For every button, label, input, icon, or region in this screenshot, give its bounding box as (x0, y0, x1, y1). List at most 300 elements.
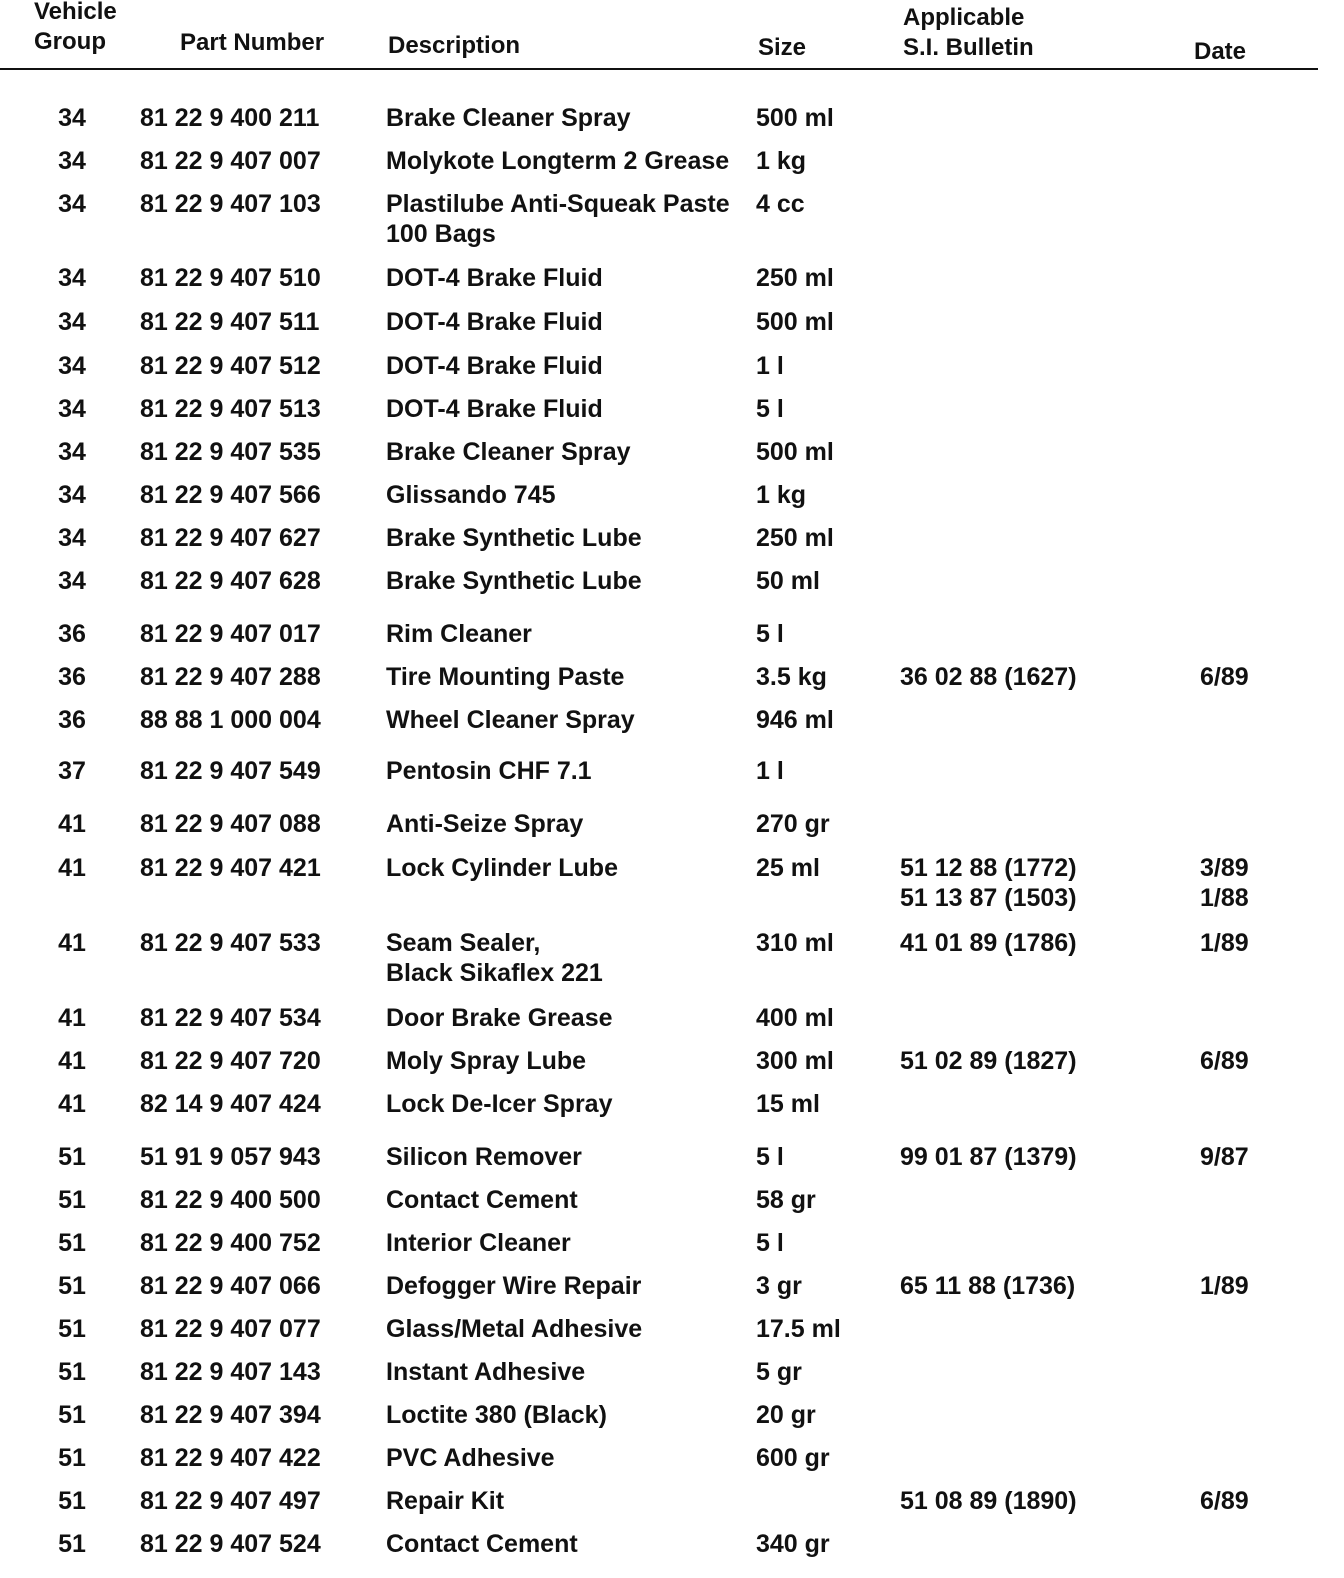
size-cell-text: 17.5 ml (756, 1315, 841, 1343)
size-cell-text: 5 l (756, 1143, 784, 1171)
date-cell-text: 9/87 (1200, 1143, 1249, 1171)
table-row (0, 662, 1318, 702)
size-cell (756, 705, 834, 735)
size-cell-text: 600 gr (756, 1444, 830, 1472)
part-number-cell (140, 756, 321, 786)
vehicle-group-cell (50, 307, 94, 337)
part-number-cell-text: 81 22 9 407 566 (140, 481, 321, 509)
description-cell (386, 1357, 585, 1387)
description-cell-text: Interior Cleaner (386, 1229, 571, 1257)
date-cell (1200, 1142, 1249, 1172)
vehicle-group-cell (50, 662, 94, 692)
description-cell-text: Lock Cylinder Lube (386, 854, 618, 882)
table-row (0, 1185, 1318, 1225)
part-number-cell (140, 263, 321, 293)
size-cell-text: 5 gr (756, 1358, 802, 1386)
date-cell (1200, 662, 1249, 692)
size-cell-text: 4 cc (756, 190, 805, 218)
vehicle-group-cell-text: 34 (58, 264, 86, 292)
part-number-cell-text: 81 22 9 407 549 (140, 757, 321, 785)
table-row (0, 1046, 1318, 1086)
size-cell (756, 662, 827, 692)
size-cell (756, 1046, 834, 1076)
header-group-line2: Group (34, 28, 106, 55)
vehicle-group-cell (50, 619, 94, 649)
vehicle-group-cell (50, 1357, 94, 1387)
vehicle-group-cell (50, 853, 94, 883)
size-cell (756, 566, 820, 596)
size-cell-text: 500 ml (756, 104, 834, 132)
description-cell-text: Moly Spray Lube (386, 1047, 587, 1075)
part-number-cell-text: 81 22 9 407 103 (140, 190, 321, 218)
part-number-cell (140, 1271, 321, 1301)
size-cell (756, 928, 834, 958)
description-cell (386, 307, 603, 337)
vehicle-group-cell-text: 51 (58, 1229, 86, 1257)
size-cell (756, 307, 834, 337)
description-cell-text: Wheel Cleaner Spray (386, 706, 635, 734)
vehicle-group-cell-text: 41 (58, 1090, 86, 1118)
size-cell-text: 1 kg (756, 147, 807, 175)
part-number-cell-text: 81 22 9 407 533 (140, 929, 321, 957)
description-cell-text: Contact Cement (386, 1186, 578, 1214)
description-cell (386, 1046, 586, 1076)
table-row (0, 756, 1318, 796)
vehicle-group-cell (50, 146, 94, 176)
part-number-cell (140, 1228, 321, 1258)
bulletin-cell-text: 65 11 88 (1736) (900, 1272, 1076, 1300)
vehicle-group-cell-text: 34 (58, 567, 86, 595)
part-number-cell-text: 81 22 9 407 511 (140, 308, 320, 336)
description-cell-text: Plastilube Anti-Squeak Paste (386, 190, 730, 218)
part-number-cell-text: 81 22 9 407 512 (140, 352, 321, 380)
header-bulletin (903, 3, 1034, 63)
part-number-cell-text: 51 91 9 057 943 (140, 1143, 321, 1171)
size-cell-text: 5 l (756, 395, 784, 423)
table-row (0, 307, 1318, 347)
table-row (0, 928, 1318, 987)
bulletin-cell-text: 99 01 87 (1379) (900, 1143, 1077, 1171)
size-cell-text: 250 ml (756, 264, 834, 292)
vehicle-group-cell-text: 51 (58, 1358, 86, 1386)
size-cell (756, 480, 806, 510)
vehicle-group-cell (50, 189, 94, 219)
size-cell (756, 1400, 816, 1430)
size-cell (756, 1271, 802, 1301)
part-number-cell-text: 81 22 9 407 143 (140, 1358, 321, 1386)
description-cell-text: Brake Cleaner Spray (386, 438, 631, 466)
description-cell (386, 1486, 504, 1516)
description-cell (386, 1529, 578, 1559)
vehicle-group-cell (50, 1046, 94, 1076)
description-cell-text-line2: Black Sikaflex 221 (386, 959, 603, 987)
size-cell-text: 310 ml (756, 929, 834, 957)
description-cell (386, 1142, 582, 1172)
header-vehicle-group (34, 0, 117, 57)
size-cell-text: 5 l (756, 1229, 784, 1257)
table-row (0, 1443, 1318, 1483)
description-cell (386, 1314, 642, 1344)
table-row (0, 394, 1318, 434)
date-cell (1200, 928, 1249, 958)
table-row (0, 146, 1318, 186)
part-number-cell-text: 81 22 9 407 422 (140, 1444, 321, 1472)
table-row (0, 853, 1318, 912)
size-cell (756, 1357, 802, 1387)
size-cell (756, 394, 784, 424)
header-divider (0, 68, 1318, 70)
description-cell (386, 662, 624, 692)
description-cell-text: Brake Synthetic Lube (386, 524, 642, 552)
description-cell (386, 756, 592, 786)
size-cell (756, 263, 834, 293)
size-cell-text: 500 ml (756, 308, 834, 336)
table-row (0, 480, 1318, 520)
description-cell (386, 437, 631, 467)
description-cell-text: Contact Cement (386, 1530, 578, 1558)
size-cell (756, 619, 784, 649)
vehicle-group-cell-text: 51 (58, 1315, 86, 1343)
vehicle-group-cell (50, 1228, 94, 1258)
vehicle-group-cell (50, 1400, 94, 1430)
description-cell (386, 1089, 613, 1119)
table-row (0, 1357, 1318, 1397)
vehicle-group-cell (50, 928, 94, 958)
table-row (0, 523, 1318, 563)
table-row (0, 1486, 1318, 1526)
table-row (0, 103, 1318, 143)
part-number-cell (140, 809, 321, 839)
description-cell-text: PVC Adhesive (386, 1444, 555, 1472)
header-description: Description (388, 32, 521, 59)
description-cell (386, 566, 642, 596)
header-bulletin-line1: Applicable (903, 4, 1025, 31)
description-cell (386, 146, 729, 176)
description-cell-text: DOT-4 Brake Fluid (386, 264, 603, 292)
vehicle-group-cell (50, 263, 94, 293)
description-cell-text: Door Brake Grease (386, 1004, 613, 1032)
part-number-cell (140, 705, 321, 735)
vehicle-group-cell (50, 566, 94, 596)
part-number-cell (140, 1185, 321, 1215)
part-number-cell-text: 81 22 9 407 513 (140, 395, 321, 423)
size-cell (756, 1228, 784, 1258)
size-cell-text: 340 gr (756, 1530, 830, 1558)
size-cell-text: 250 ml (756, 524, 834, 552)
part-number-cell (140, 1357, 321, 1387)
description-cell-text: Instant Adhesive (386, 1358, 586, 1386)
vehicle-group-cell (50, 1185, 94, 1215)
part-number-cell (140, 1314, 321, 1344)
part-number-cell-text: 81 22 9 407 088 (140, 810, 321, 838)
vehicle-group-cell (50, 756, 94, 786)
vehicle-group-cell-text: 37 (58, 757, 86, 785)
size-cell (756, 1443, 830, 1473)
part-number-cell (140, 394, 321, 424)
description-cell (386, 1271, 641, 1301)
vehicle-group-cell-text: 41 (58, 854, 86, 882)
size-cell-text: 3.5 kg (756, 663, 827, 691)
description-cell-text: Tire Mounting Paste (386, 663, 625, 691)
vehicle-group-cell-text: 34 (58, 481, 86, 509)
size-cell (756, 1142, 784, 1172)
table-row (0, 619, 1318, 659)
vehicle-group-cell-text: 41 (58, 1047, 86, 1075)
table-row (0, 1142, 1318, 1182)
part-number-cell (140, 307, 319, 337)
description-cell (386, 351, 603, 381)
part-number-cell (140, 853, 321, 883)
bulletin-cell (900, 1271, 1075, 1301)
table-row (0, 1089, 1318, 1129)
bulletin-cell-text: 51 12 88 (1772) (900, 854, 1077, 882)
date-cell (1200, 1271, 1249, 1301)
vehicle-group-cell-text: 51 (58, 1143, 86, 1171)
part-number-cell-text: 81 22 9 407 510 (140, 264, 321, 292)
date-cell-text: 6/89 (1200, 1487, 1249, 1515)
vehicle-group-cell-text: 34 (58, 395, 86, 423)
size-cell-text: 500 ml (756, 438, 834, 466)
description-cell-text: Seam Sealer, (386, 929, 541, 957)
table-row (0, 1271, 1318, 1311)
part-number-cell-text: 88 88 1 000 004 (140, 706, 321, 734)
description-cell (386, 1185, 578, 1215)
size-cell-text: 270 gr (756, 810, 830, 838)
vehicle-group-cell-text: 41 (58, 929, 86, 957)
size-cell (756, 351, 784, 381)
part-number-cell (140, 523, 321, 553)
part-number-cell-text: 81 22 9 407 077 (140, 1315, 321, 1343)
part-number-cell-text: 82 14 9 407 424 (140, 1090, 321, 1118)
description-cell-text: DOT-4 Brake Fluid (386, 395, 603, 423)
description-cell (386, 480, 556, 510)
part-number-cell (140, 928, 321, 958)
part-number-cell-text: 81 22 9 407 017 (140, 620, 321, 648)
size-cell-text: 58 gr (756, 1186, 816, 1214)
vehicle-group-cell (50, 1443, 94, 1473)
vehicle-group-cell (50, 523, 94, 553)
date-cell (1200, 1046, 1249, 1076)
description-cell (386, 705, 635, 735)
date-cell-text-line2: 1/88 (1200, 884, 1249, 912)
part-number-cell (140, 1003, 321, 1033)
size-cell (756, 189, 805, 219)
part-number-cell (140, 103, 319, 133)
size-cell (756, 809, 830, 839)
vehicle-group-cell (50, 1314, 94, 1344)
description-cell-text: Anti-Seize Spray (386, 810, 584, 838)
size-cell-text: 1 kg (756, 481, 807, 509)
description-cell-text: Glissando 745 (386, 481, 556, 509)
vehicle-group-cell-text: 34 (58, 147, 86, 175)
description-cell-text: Loctite 380 (Black) (386, 1401, 607, 1429)
vehicle-group-cell (50, 480, 94, 510)
part-number-cell (140, 1400, 321, 1430)
table-row (0, 1314, 1318, 1354)
bulletin-cell-text: 51 08 89 (1890) (900, 1487, 1077, 1515)
part-number-cell-text: 81 22 9 400 500 (140, 1186, 321, 1214)
bulletin-cell-text: 36 02 88 (1627) (900, 663, 1077, 691)
vehicle-group-cell (50, 1486, 94, 1516)
description-cell-text: Lock De-Icer Spray (386, 1090, 613, 1118)
description-cell-text: Molykote Longterm 2 Grease (386, 147, 730, 175)
vehicle-group-cell-text: 51 (58, 1487, 86, 1515)
part-number-cell (140, 1529, 321, 1559)
size-cell (756, 853, 820, 883)
size-cell (756, 1089, 820, 1119)
description-cell (386, 1003, 613, 1033)
size-cell (756, 523, 834, 553)
vehicle-group-cell-text: 41 (58, 1004, 86, 1032)
vehicle-group-cell-text: 41 (58, 810, 86, 838)
description-cell (386, 1443, 555, 1473)
vehicle-group-cell-text: 34 (58, 104, 86, 132)
part-number-cell-text: 81 22 9 407 524 (140, 1530, 321, 1558)
description-cell (386, 523, 642, 553)
description-cell (386, 1228, 571, 1258)
size-cell-text: 5 l (756, 620, 784, 648)
size-cell-text: 50 ml (756, 567, 820, 595)
size-cell (756, 1529, 830, 1559)
part-number-cell-text: 81 22 9 407 394 (140, 1401, 321, 1429)
part-number-cell (140, 351, 321, 381)
size-cell-text: 400 ml (756, 1004, 834, 1032)
part-number-cell-text: 81 22 9 407 627 (140, 524, 321, 552)
vehicle-group-cell-text: 51 (58, 1272, 86, 1300)
description-cell-text: Defogger Wire Repair (386, 1272, 642, 1300)
part-number-cell-text: 81 22 9 407 497 (140, 1487, 321, 1515)
vehicle-group-cell (50, 1142, 94, 1172)
bulletin-cell-text: 51 02 89 (1827) (900, 1047, 1077, 1075)
size-cell (756, 437, 834, 467)
header-part-number: Part Number (180, 29, 325, 56)
vehicle-group-cell-text: 36 (58, 663, 86, 691)
vehicle-group-cell (50, 1089, 94, 1119)
vehicle-group-cell-text: 34 (58, 524, 86, 552)
description-cell (386, 189, 730, 249)
part-number-cell (140, 189, 321, 219)
size-cell-text: 300 ml (756, 1047, 834, 1075)
vehicle-group-cell (50, 437, 94, 467)
description-cell-text-line2: 100 Bags (386, 220, 496, 248)
size-cell-text: 25 ml (756, 854, 820, 882)
part-number-cell (140, 1142, 321, 1172)
part-number-cell (140, 1486, 321, 1516)
part-number-cell (140, 1443, 321, 1473)
part-number-cell (140, 662, 321, 692)
description-cell-text: Brake Cleaner Spray (386, 104, 631, 132)
vehicle-group-cell-text: 51 (58, 1401, 86, 1429)
table-row (0, 1003, 1318, 1043)
size-cell-text: 3 gr (756, 1272, 802, 1300)
description-cell (386, 263, 603, 293)
table-row (0, 351, 1318, 391)
vehicle-group-cell (50, 705, 94, 735)
part-number-cell-text: 81 22 9 407 534 (140, 1004, 321, 1032)
bulletin-cell-text-line2: 51 13 87 (1503) (900, 884, 1077, 912)
bulletin-cell (900, 853, 1077, 913)
description-cell-text: Repair Kit (386, 1487, 505, 1515)
bulletin-cell (900, 928, 1077, 958)
date-cell-text: 6/89 (1200, 1047, 1249, 1075)
part-number-cell-text: 81 22 9 407 007 (140, 147, 321, 175)
vehicle-group-cell (50, 103, 94, 133)
date-cell-text: 1/89 (1200, 1272, 1249, 1300)
date-cell-text: 3/89 (1200, 854, 1249, 882)
table-row (0, 1228, 1318, 1268)
description-cell (386, 619, 532, 649)
description-cell-text: Silicon Remover (386, 1143, 582, 1171)
size-cell (756, 103, 834, 133)
table-row (0, 189, 1318, 248)
part-number-cell-text: 81 22 9 400 752 (140, 1229, 321, 1257)
size-cell (756, 1003, 834, 1033)
part-number-cell-text: 81 22 9 400 211 (140, 104, 320, 132)
vehicle-group-cell-text: 34 (58, 190, 86, 218)
vehicle-group-cell-text: 36 (58, 620, 86, 648)
description-cell (386, 1400, 607, 1430)
bulletin-cell-text: 41 01 89 (1786) (900, 929, 1077, 957)
part-number-cell (140, 146, 321, 176)
size-cell-text: 946 ml (756, 706, 834, 734)
description-cell-text: Brake Synthetic Lube (386, 567, 642, 595)
size-cell-text: 15 ml (756, 1090, 820, 1118)
part-number-cell (140, 437, 321, 467)
header-size: Size (758, 34, 807, 61)
table-row (0, 566, 1318, 606)
vehicle-group-cell-text: 36 (58, 706, 86, 734)
header-group-line1: Vehicle (34, 0, 117, 25)
size-cell (756, 1314, 841, 1344)
description-cell (386, 103, 631, 133)
vehicle-group-cell (50, 1529, 94, 1559)
bulletin-cell (900, 1142, 1077, 1172)
size-cell-text: 1 l (756, 352, 784, 380)
description-cell (386, 928, 603, 988)
description-cell (386, 809, 583, 839)
part-number-cell (140, 480, 321, 510)
vehicle-group-cell (50, 1271, 94, 1301)
vehicle-group-cell-text: 34 (58, 438, 86, 466)
table-row (0, 1529, 1318, 1569)
description-cell (386, 394, 603, 424)
vehicle-group-cell-text: 51 (58, 1186, 86, 1214)
table-row (0, 437, 1318, 477)
table-row (0, 809, 1318, 849)
table-row (0, 705, 1318, 745)
bulletin-cell (900, 1486, 1077, 1516)
description-cell-text: Rim Cleaner (386, 620, 532, 648)
description-cell (386, 853, 618, 883)
size-cell (756, 756, 784, 786)
table-row (0, 1400, 1318, 1440)
vehicle-group-cell-text: 34 (58, 308, 86, 336)
description-cell-text: DOT-4 Brake Fluid (386, 352, 603, 380)
vehicle-group-cell (50, 809, 94, 839)
part-number-cell-text: 81 22 9 407 288 (140, 663, 321, 691)
bulletin-cell (900, 662, 1077, 692)
description-cell-text: DOT-4 Brake Fluid (386, 308, 603, 336)
vehicle-group-cell-text: 51 (58, 1530, 86, 1558)
date-cell-text: 1/89 (1200, 929, 1249, 957)
header-bulletin-line2: S.I. Bulletin (903, 34, 1034, 61)
vehicle-group-cell-text: 34 (58, 352, 86, 380)
size-cell-text: 20 gr (756, 1401, 816, 1429)
header-date: Date (1194, 38, 1247, 65)
part-number-cell (140, 1089, 321, 1119)
part-number-cell (140, 619, 321, 649)
date-cell-text: 6/89 (1200, 663, 1249, 691)
